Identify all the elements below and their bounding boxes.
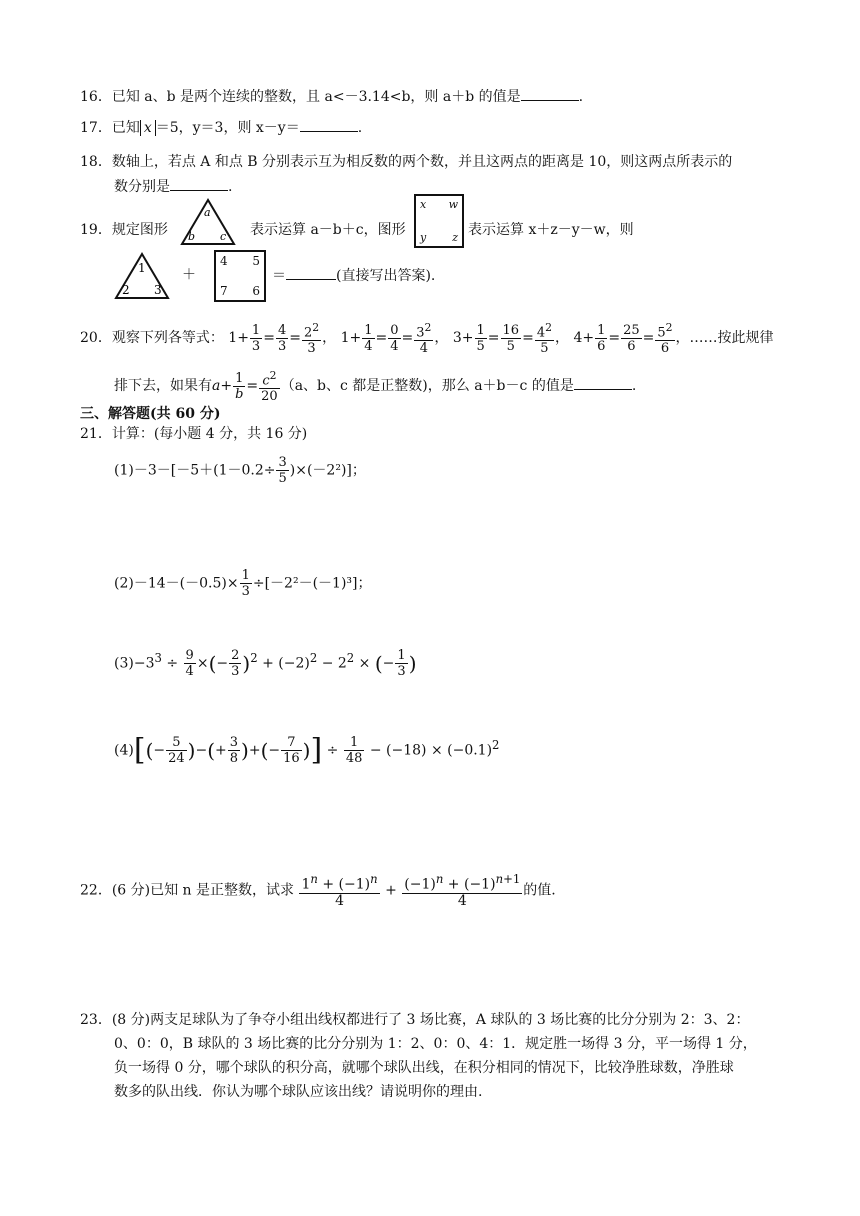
tri2-label-3: 3 [154,283,162,297]
q21-part2: (2)－14－(－0.5)× $\frac{1}{3}$ ÷[－2²－(－1)³]； [114,568,372,599]
question-text: 表示运算 x＋z－y－w，则 [468,222,634,238]
answer-blank[interactable] [286,265,336,280]
question-17 [80,117,362,138]
question-text: ＝5，y＝3，则 x－y＝ [155,120,300,136]
tri-label-b: b [188,230,196,243]
answer-blank[interactable] [300,117,358,132]
sq-label-x: x [420,198,427,211]
question-text: 已知 a、b 是两个连续的整数，且 a<－3.14<b，则 a＋b 的值是 [111,89,521,105]
comma: ， [554,330,569,347]
question-18-line2 [114,176,232,197]
question-20-line2 [114,368,636,404]
expr-text: ÷[－2²－(－1)³]； [252,575,372,592]
sq-label-w: w [448,198,458,211]
q23-line3: 负一场得 0 分，哪个球队的积分高，就哪个球队出线，在积分相同的情况下，比较净胜球数，净胜球 [114,1060,734,1076]
equation-4: 4+ $\frac{1}{6}$ = $\frac{25}{6}$ = $\frac{5^2}{6}$ [573,321,673,357]
question-text: 已知 [111,120,140,136]
expression-fraction-2: $\frac{(-1)^n + (-1)^{n+1}}{4}$ [404,872,521,909]
tri-label-a: a [204,206,211,219]
question-16 [80,86,583,107]
punct: . [578,89,584,105]
sq2-label-4: 4 [220,254,228,268]
question-text: 计算：(每小题 4 分，共 16 分) [111,426,308,442]
question-number: 22． [80,882,112,899]
sq2-label-6: 6 [252,284,260,298]
question-text: 数分别是 [114,179,170,195]
question-text: 的值. [523,882,556,899]
question-text: 观察下列各等式： [111,330,224,347]
question-number: 17． [80,120,112,136]
tri2-label-2: 2 [122,283,130,297]
expr-text: )×(－2²)]； [289,462,366,479]
expression-fraction-1: $\frac{1^n + (-1)^n}{4}$ [301,872,378,909]
question-number: 20． [80,330,112,347]
question-20 [80,320,774,356]
question-text: 表示运算 a－b＋c，图形 [250,222,406,238]
tri2-label-1: 1 [138,261,146,275]
q21-part4: (4)[(− $\frac{5}{24}$ )−(+ $\frac{3}{8}$ )+(− $\frac{7}{16}$ )] ÷ $\frac{1}{48}$ − $(-18) \times (-0.1)^2$ [114,732,500,768]
question-19 [80,220,168,240]
question-23 [80,1010,749,1030]
square-figure-xwyz [414,194,464,248]
plus-text: ＋ [182,267,196,283]
comma: ， [322,330,337,347]
sq-label-y: y [420,231,427,244]
plus-sign [182,265,196,285]
question-text: (8 分)两支足球队为了争夺小组出线权都进行了 3 场比赛，A 球队的 3 场比赛的比分分别为 2：3、2： [111,1012,750,1028]
q21-part3: $(3)-3^3$ ÷ $\frac{9}{4}$ ×(− $\frac{2}{3}$ )$^2 + (-2)^2 - 2^2$ × (− $\frac{1}{3}$ ) [114,648,417,680]
answer-blank[interactable] [574,375,632,390]
sq2-label-5: 5 [252,254,260,268]
comma: ， [434,330,449,347]
q23-line4: 数多的队出线．你认为哪个球队应该出线？请说明你的理由. [114,1084,483,1100]
triangle-figure-123 [112,250,172,302]
equals-text: ＝ [272,268,286,284]
part-label: (4) [114,742,134,759]
answer-blank[interactable] [521,86,579,101]
question-19-end [468,220,634,240]
question-19-mid [250,220,406,240]
sq2-label-7: 7 [220,284,228,298]
equation-general: a+ $\frac{1}{b}$ = $\frac{c^2}{20}$ [212,369,278,405]
question-text: 数轴上，若点 A 和点 B 分别表示互为相反数的两个数，并且这两点的距离是 10，则这两点所表示的 [111,154,733,170]
question-text: 规定图形 [111,222,168,238]
question-number: 16． [80,89,112,105]
question-number: 19． [80,222,112,238]
tri-label-c: c [220,230,227,243]
equation-2: 1+ $\frac{1}{4}$ = $\frac{0}{4}$ = $\frac{3^2}{4}$ [340,321,432,357]
question-text: (6 分)已知 n 是正整数，试求 [111,882,295,899]
part-label: (3) [114,655,134,672]
question-number: 21． [80,426,112,442]
sq-label-z: z [452,231,458,244]
expr-text: (2)－14－(－0.5)× [114,575,239,592]
punct: . [357,120,363,136]
q21-part1: (1)－3－[－5＋(1－0.2÷ $\frac{3}{5}$ )×(－2²)]； [114,455,366,486]
equation-3: 3+ $\frac{1}{5}$ = $\frac{16}{5}$ = $\frac{4^2}{5}$ [452,321,552,357]
absolute-value-x: x [140,120,156,136]
question-number: 23． [80,1012,112,1028]
question-19-answer [272,265,435,286]
question-number: 18． [80,154,112,170]
equation-1: 1+ $\frac{1}{3}$ = $\frac{4}{3}$ = $\frac{2^2}{3}$ [228,321,320,357]
question-text: (直接写出答案). [336,268,436,284]
question-text: ，……按此规律 [675,330,774,347]
question-text: （a、b、c 都是正整数)，那么 a＋b－c 的值是 [280,378,574,395]
answer-blank[interactable] [170,176,228,191]
question-18 [80,152,732,172]
punct: . [631,378,637,395]
expr-text: (1)－3－[－5＋(1－0.2÷ [114,462,276,479]
square-figure-4576 [214,250,266,302]
question-text: 排下去，如果有 [114,378,212,395]
question-21 [80,424,307,444]
triangle-figure-abc [178,196,238,248]
q23-line2: 0、0：0，B 球队的 3 场比赛的比分分别为 1：2、0：0、4：1．规定胜一场得 3 分，平一场得 1 分， [114,1036,757,1052]
punct: . [228,179,233,195]
question-22: 22．(6 分)已知 n 是正整数，试求 $\frac{1^n + (-1)^n}{4}$ + $\frac{(-1)^n + (-1)^{n+1}}{4}$ 的值. [80,872,556,909]
section-heading: 三、解答题(共 60 分) [80,406,221,422]
